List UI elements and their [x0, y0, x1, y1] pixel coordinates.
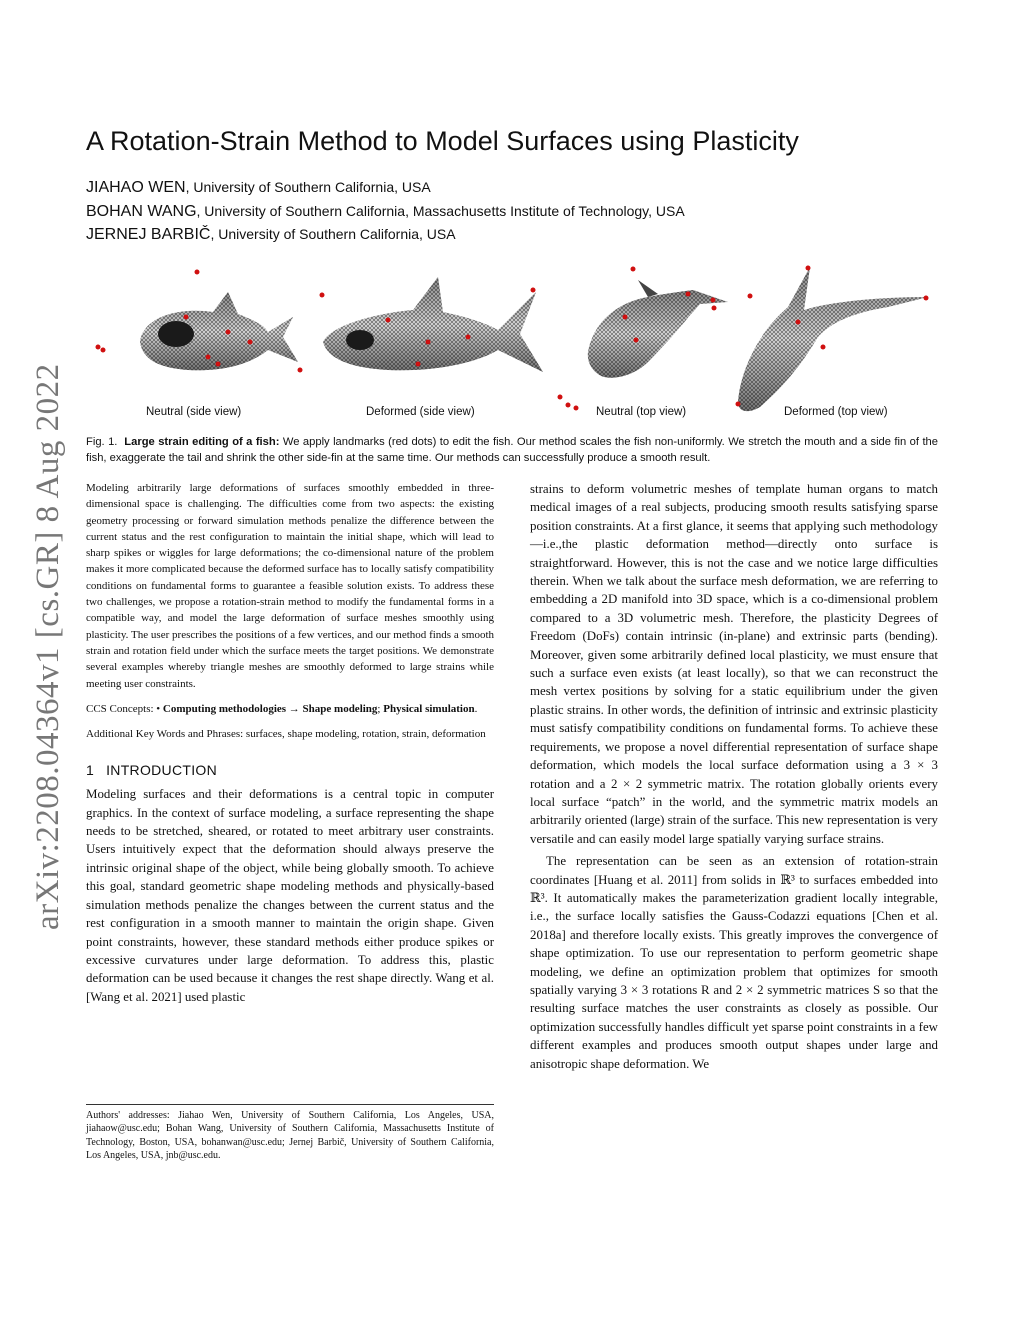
landmark-dot [248, 340, 253, 345]
landmark-dot [416, 362, 421, 367]
caption-text: We apply landmarks (red dots) to edit the fish. Our method scales the fish non-uniformly. We stretch the mouth and a side fin of the fish, exaggerate the tail and shrink the other side-fin at the same time. Our methods can successfully produce a smooth result. [86, 436, 938, 464]
landmark-dot [298, 368, 303, 373]
landmark-dot [96, 345, 101, 350]
landmark-dot [195, 270, 200, 275]
landmark-dot [184, 315, 189, 320]
landmark-dot [531, 288, 536, 293]
footnote: Authors' addresses: Jiahao Wen, University of Southern California, Los Angeles, USA, jiahaow@usc.edu; Bohan Wang, University of Southern California, Massachusetts Institute of Technology, Boston, USA, bohanwan@usc.edu; Jernej Barbič, University of Southern California, Los Angeles, USA, jnb@usc.edu. [86, 1104, 494, 1162]
ccs-concepts [86, 702, 494, 718]
landmark-dot [821, 345, 826, 350]
landmark-dot [566, 403, 571, 408]
landmark-dot [216, 362, 221, 367]
section-heading [86, 761, 494, 779]
landmark-dot [924, 296, 929, 301]
author-line [86, 200, 685, 224]
landmark-dot [796, 320, 801, 325]
author-name: JERNEJ BARBIČ [86, 226, 211, 243]
section-number: 1 [86, 761, 95, 778]
panel-label: Deformed (top view) [784, 406, 888, 418]
intro-paragraph: strains to deform volumetric meshes of template human organs to match medical images of a real subjects, producing smooth results satisfying sparse position constraints. At a first glance, it seems that applying such methodology—i.e.,the plastic deformation method—directly onto surface is straightforward. However, this is not the case and we notice large difficulties therein. When we talk about the surface mesh deformation, we are referring to embedding a 2D manifold into 3D space, which is a co-dimensional problem compared to a 3D volumetric mesh. Therefore, the plasticity Degrees of Freedom (DoFs) contain intrinsic (in-plane) and extrinsic parts (bending). Moreover, given some arbitrarily defined local plasticity, we must ensure that such a surface even exists (at least locally), so that we can reconstruct the mesh vertex positions by solving for a static equilibrium under the given plastic strains. In other words, the definition of intrinsic and extrinsic plasticity must satisfy compatibility conditions on fundamental forms. To achieve these requirements, we propose a novel differential representation of surface shape deformation, which models the local surface deformation using a 3 × 3 rotation and a 2 × 2 symmetric matrix. The rotation globally orients every local surface “patch” in the world, and the symmetric matrix models an arbitrarily oriented (large) strain of the surface. This new representation is very versatile and can easily model large spatially varying surface strains. [530, 482, 938, 846]
ccs-bold: Computing methodologies → Shape modeling [160, 702, 378, 715]
intro-paragraph: Modeling surfaces and their deformations is a central topic in computer graphics. In the context of surface modeling, a surface representing the shape needs to be stretched, sheared, or rotated to meet arbitrary user constraints. Users intuitively expect that the deformation should always preserve the intrinsic original shape of the object, while being globally smooth. To achieve this goal, standard geometric shape modeling methods and physically-based simulation methods penalize the changes between the current status and the rest configuration in a smooth manner to maintain the origin shape. Given point constraints, however, these standard methods either produce spikes or excessive curvatures under large deformation. To address this, plastic deformation can be used because it changes the rest shape directly. Wang et al. [Wang et al. 2021] used plastic [86, 787, 494, 1004]
ccs-bold-2: Physical simulation [380, 702, 475, 715]
abstract: Modeling arbitrarily large deformations of surfaces smoothly embedded in three-dimensional space is challenging. The difficulties come from two aspects: the existing geometry processing or forward simulation methods penalize the difference between the current status and the rest configuration to maintain the initial shape, which will lead to sharp spikes or wiggles for large deformations; the co-dimensional nature of the problem makes it more complicated because the deformed surface has to locally satisfy compatibility conditions on fundamental forms to guarantee a feasible solution exists. To address these two challenges, we propose a rotation-strain method to modify the fundamental forms in a compatible way, and model the large deformation of surface meshes smoothly using plasticity. The user prescribes the positions of a few vertices, and our method finds a smooth strain and rotation field under which the surface meets the target positions. We demonstrate several examples whereby triangle meshes are smoothly deformed to large strains while meeting user constraints. [86, 482, 494, 690]
author-affiliation: , University of Southern California, USA [185, 179, 431, 195]
landmark-dot [206, 355, 211, 360]
landmark-dot [386, 318, 391, 323]
teaser-figure [88, 262, 940, 427]
keywords: Additional Key Words and Phrases: surfaces, shape modeling, rotation, strain, deformation [86, 728, 486, 741]
author-list [86, 176, 685, 247]
landmark-dot [466, 335, 471, 340]
caption-bold: Large strain editing of a fish: [124, 436, 280, 448]
landmark-dot [631, 267, 636, 272]
landmark-dot [623, 315, 628, 320]
author-line [86, 176, 685, 200]
landmark-dot [736, 402, 741, 407]
fish-neutral-top [588, 280, 728, 378]
landmark-dot [634, 338, 639, 343]
landmark-dot [711, 298, 716, 303]
author-name: JIAHAO WEN [86, 179, 186, 196]
author-affiliation: , University of Southern California, USA [210, 226, 456, 242]
landmark-dot [806, 266, 811, 271]
landmark-dot [686, 292, 691, 297]
landmark-dot [101, 348, 106, 353]
landmark-dot [426, 340, 431, 345]
fish-neutral-side [140, 292, 298, 370]
panel-label: Deformed (side view) [366, 406, 475, 418]
caption-label: Fig. 1. [86, 436, 118, 448]
landmark-dot [320, 293, 325, 298]
section-title: INTRODUCTION [106, 761, 218, 778]
fish-deformed-side [323, 277, 543, 372]
author-line [86, 223, 685, 247]
author-affiliation: , University of Southern California, Massachusetts Institute of Technology, USA [196, 202, 685, 219]
author-name: BOHAN WANG [86, 202, 197, 220]
arxiv-identifier: arXiv:2208.04364v1 [cs.GR] 8 Aug 2022 [30, 363, 66, 930]
intro-paragraph: The representation can be seen as an extension of rotation-strain coordinates [Huang et al. 2011] from solids in ℝ³ to surfaces embedded into ℝ³. It automatically makes the parameterization gradient locally integrable, i.e., the surface locally satisfies the Gauss-Codazzi equations [Chen et al. 2018a] and therefore locally exists. This greatly improves the convergence of shape optimization. To use our representation to perform geometric shape modeling, we define an optimization problem that optimizes for smooth spatially varying 3 × 3 rotations R and 2 × 2 symmetric matrices S so that the resulting surface matches the user constraints as closely as possible. Our optimization successfully handles difficult yet sparse point constraints in a few different examples and produces smooth output shapes under large and anisotropic shape deformation. We [530, 854, 938, 1071]
left-column [86, 480, 494, 1006]
figure-caption [86, 434, 938, 466]
landmark-dot [748, 294, 753, 299]
ccs-mid: ; [377, 702, 381, 715]
panel-label: Neutral (side view) [146, 406, 242, 418]
landmark-dot [574, 406, 579, 411]
right-column [530, 480, 938, 1073]
landmark-dot [712, 306, 717, 311]
landmark-dot [226, 330, 231, 335]
ccs-end: . [474, 702, 478, 715]
landmark-dot [558, 395, 563, 400]
ccs-prefix: CCS Concepts: • [86, 702, 161, 715]
fish-deformed-top [738, 267, 928, 411]
panel-label: Neutral (top view) [596, 406, 687, 418]
paper-title: A Rotation-Strain Method to Model Surfaces using Plasticity [86, 126, 799, 156]
